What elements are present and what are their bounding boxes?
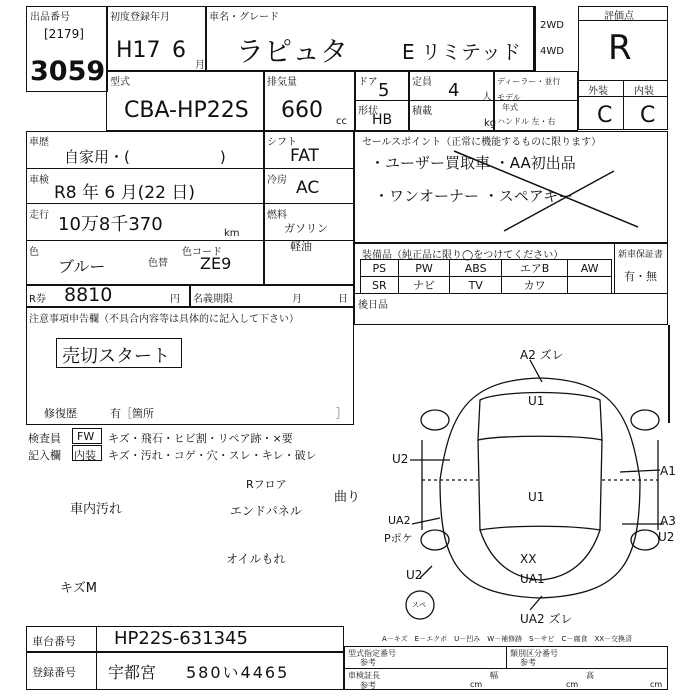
plate-area: 宇都宮 xyxy=(108,663,157,682)
shape: HB xyxy=(372,112,393,128)
reg-date-label: 初度登録年月 xyxy=(110,12,170,23)
wheel-rear-left xyxy=(421,530,449,550)
color-code-label: 色コード xyxy=(182,247,222,258)
rating-value: R xyxy=(608,28,632,68)
shift: FAT xyxy=(290,146,319,166)
equip-leather: カワ xyxy=(501,277,567,294)
sales-line2: ・ワンオーナー ・スペアキー xyxy=(374,187,574,205)
checker-int-text: キズ・汚れ・コゲ・穴・スレ・キレ・破レ xyxy=(108,449,317,462)
capacity-label: 定員 xyxy=(412,77,432,88)
leader-ua2 xyxy=(412,518,440,524)
displacement-label: 排気量 xyxy=(267,77,297,88)
checker-fw: FW xyxy=(77,430,95,443)
int-grade: C xyxy=(640,103,656,128)
drive-4wd: 4WD xyxy=(540,46,564,57)
dims-ref: 参考 xyxy=(360,681,376,690)
year-label: 年式 xyxy=(502,103,518,112)
capacity: 4 xyxy=(448,80,460,101)
note-end-panel: エンドパネル xyxy=(230,504,302,518)
diag-u2-bottom-left: U2 xyxy=(406,568,423,582)
damage-legend: A－キズ E－エクボ U－凹み W－補修跡 S－サビ C－腐食 XX－交換済 xyxy=(382,635,633,643)
sales-crossout xyxy=(354,131,668,243)
usage-label: 車歴 xyxy=(29,137,49,148)
ac: AC xyxy=(296,178,320,198)
r-label: R券 xyxy=(29,294,46,305)
persons-unit: 人 xyxy=(482,92,492,103)
doors-label: ドア xyxy=(358,77,378,88)
checker-int: 内装 xyxy=(74,449,96,462)
reg-year: H17 xyxy=(116,38,161,63)
reg-month-unit: 月 xyxy=(195,60,205,71)
diag-spare: スペ xyxy=(412,601,426,609)
int-label: 内装 xyxy=(634,86,654,97)
model: CBA-HP22S xyxy=(124,98,249,123)
diag-u2-left: U2 xyxy=(392,452,409,466)
note-scratch: キズM xyxy=(60,581,97,596)
mileage-label: 走行 xyxy=(29,210,49,221)
kg-unit: kg xyxy=(484,118,497,129)
lot-label: 出品番号 xyxy=(30,12,70,23)
equip-blank xyxy=(568,277,612,294)
chassis-label: 車台番号 xyxy=(32,635,76,648)
r-value: 8810 xyxy=(64,284,113,306)
car-cabin xyxy=(478,440,602,530)
shape-label: 形状 xyxy=(358,106,378,117)
sales-line1: ・ユーザー買取車 ・AA初出品 xyxy=(370,154,576,172)
ext-label: 外装 xyxy=(588,86,608,97)
tax-day: 日 xyxy=(338,294,348,305)
wheel-front-right xyxy=(631,410,659,430)
handle-label: ハンドル 左・右 xyxy=(497,117,556,126)
wheel-front-left xyxy=(421,410,449,430)
usage: 自家用・( ) xyxy=(64,148,226,166)
ac-label: 冷房 xyxy=(267,175,287,186)
diag-pocket: Pポケ xyxy=(384,532,413,545)
dims-cm-3: cm xyxy=(650,680,663,689)
checker-label-1: 検査員 xyxy=(28,432,61,445)
equip-pw: PW xyxy=(398,260,450,277)
plate-label: 登録番号 xyxy=(32,666,76,679)
diag-a2-top: A2 ズレ xyxy=(520,348,564,362)
sales-label: セールスポイント（正常に機能するものに限ります） xyxy=(362,137,602,148)
equip-aw: AW xyxy=(568,260,612,277)
lot-sub: [2179] xyxy=(44,27,84,41)
load-label: 積載 xyxy=(412,106,432,117)
note-bent: 曲り xyxy=(334,490,361,505)
lot-number: 3059 xyxy=(30,56,106,87)
class-ref: 参考 xyxy=(520,658,536,667)
notice-label: 注意事項申告欄（不具合内容等は具体的に記入して下さい） xyxy=(29,314,299,325)
diag-a1-right: A1 xyxy=(660,464,676,478)
mileage: 10万8千370 xyxy=(58,214,163,235)
diag-u1-top: U1 xyxy=(528,394,545,408)
warranty: 有・無 xyxy=(624,270,657,283)
km-unit: km xyxy=(224,228,240,239)
note-r-floor: Rフロア xyxy=(246,478,287,491)
drive-2wd: 2WD xyxy=(540,20,564,31)
class-label: 類別区分番号 xyxy=(510,649,558,658)
dims-cm-1: cm xyxy=(470,680,483,689)
rear-label: 後日品 xyxy=(358,300,388,311)
grade: E リミテッド xyxy=(402,40,521,64)
diag-a3-right: A3 xyxy=(660,514,676,528)
model-label: 型式 xyxy=(110,77,130,88)
leader-a1 xyxy=(620,470,660,472)
equip-navi: ナビ xyxy=(398,277,450,294)
fuel-label: 燃料 xyxy=(267,210,287,221)
model-year-label: モデル xyxy=(497,93,521,102)
dims-width: 幅 xyxy=(490,671,498,680)
equipment-row xyxy=(361,260,612,277)
diag-ua2-bottom: UA2 ズレ xyxy=(520,612,573,626)
doors: 5 xyxy=(378,80,390,101)
repair-value: 有［箇所 xyxy=(110,407,154,420)
dims-cm-2: cm xyxy=(566,680,579,689)
special-label: 型式指定番号 xyxy=(348,649,396,658)
fuel-diesel: 軽油 xyxy=(290,240,312,253)
tax-label: 名義期限 xyxy=(193,294,233,305)
car-diagram xyxy=(380,340,700,630)
note-interior-dirt: 車内汚れ xyxy=(70,502,123,517)
diag-xx: XX xyxy=(520,552,537,566)
ext-grade: C xyxy=(597,103,613,128)
warranty-label: 新車保証書 xyxy=(618,250,664,260)
color-change-label: 色替 xyxy=(148,258,168,269)
plate-num: 580い4465 xyxy=(186,663,290,682)
diag-u1-mid: U1 xyxy=(528,490,545,504)
tax-month: 月 xyxy=(292,294,302,305)
special-ref: 参考 xyxy=(360,658,376,667)
fuel-gas: ガソリン xyxy=(284,222,328,235)
checker-fw-text: キズ・飛石・ヒビ割・リペア跡・×要 xyxy=(108,432,293,445)
dealer-label: ディーラー・並行 xyxy=(497,77,561,86)
wheel-rear-right xyxy=(631,530,659,550)
equip-abs: ABS xyxy=(450,260,502,277)
displacement: 660 xyxy=(281,98,323,123)
inspection: R8 年 6 月(22 日) xyxy=(54,183,195,203)
shift-label: シフト xyxy=(267,137,297,148)
rating-label: 評価点 xyxy=(604,11,634,22)
notice-text: 売切スタート xyxy=(62,346,170,367)
diag-u2-right: U2 xyxy=(658,530,675,544)
cc-unit: cc xyxy=(336,116,347,127)
repair-label: 修復歴 xyxy=(44,407,77,420)
equip-tv: TV xyxy=(450,277,502,294)
equip-airbag: エアB xyxy=(501,260,567,277)
dims-label: 車検証長 xyxy=(348,671,380,680)
equipment-table xyxy=(360,259,612,294)
reg-month: 6 xyxy=(172,38,186,63)
car-name: ラピュタ xyxy=(236,35,349,68)
checker-label-2: 記入欄 xyxy=(28,449,61,462)
diag-ua1: UA1 xyxy=(520,572,545,586)
chassis: HP22S-631345 xyxy=(114,628,248,649)
repair-close: ］ xyxy=(336,407,347,420)
equip-ps: PS xyxy=(361,260,399,277)
inspection-label: 車検 xyxy=(29,175,49,186)
color-label: 色 xyxy=(29,247,39,258)
note-oil-leak: オイルもれ xyxy=(226,552,286,566)
equipment-row xyxy=(361,277,612,294)
color: ブルー xyxy=(58,257,106,276)
equip-sr: SR xyxy=(361,277,399,294)
diag-ua2-left: UA2 xyxy=(388,514,411,527)
yen-unit: 円 xyxy=(170,294,180,305)
color-code: ZE9 xyxy=(200,254,232,273)
equipment-label: 装備品（純正品に限り◯をつけてください） xyxy=(362,250,564,261)
name-grade-label: 車名・グレード xyxy=(209,12,279,23)
dims-height: 高 xyxy=(586,671,594,680)
